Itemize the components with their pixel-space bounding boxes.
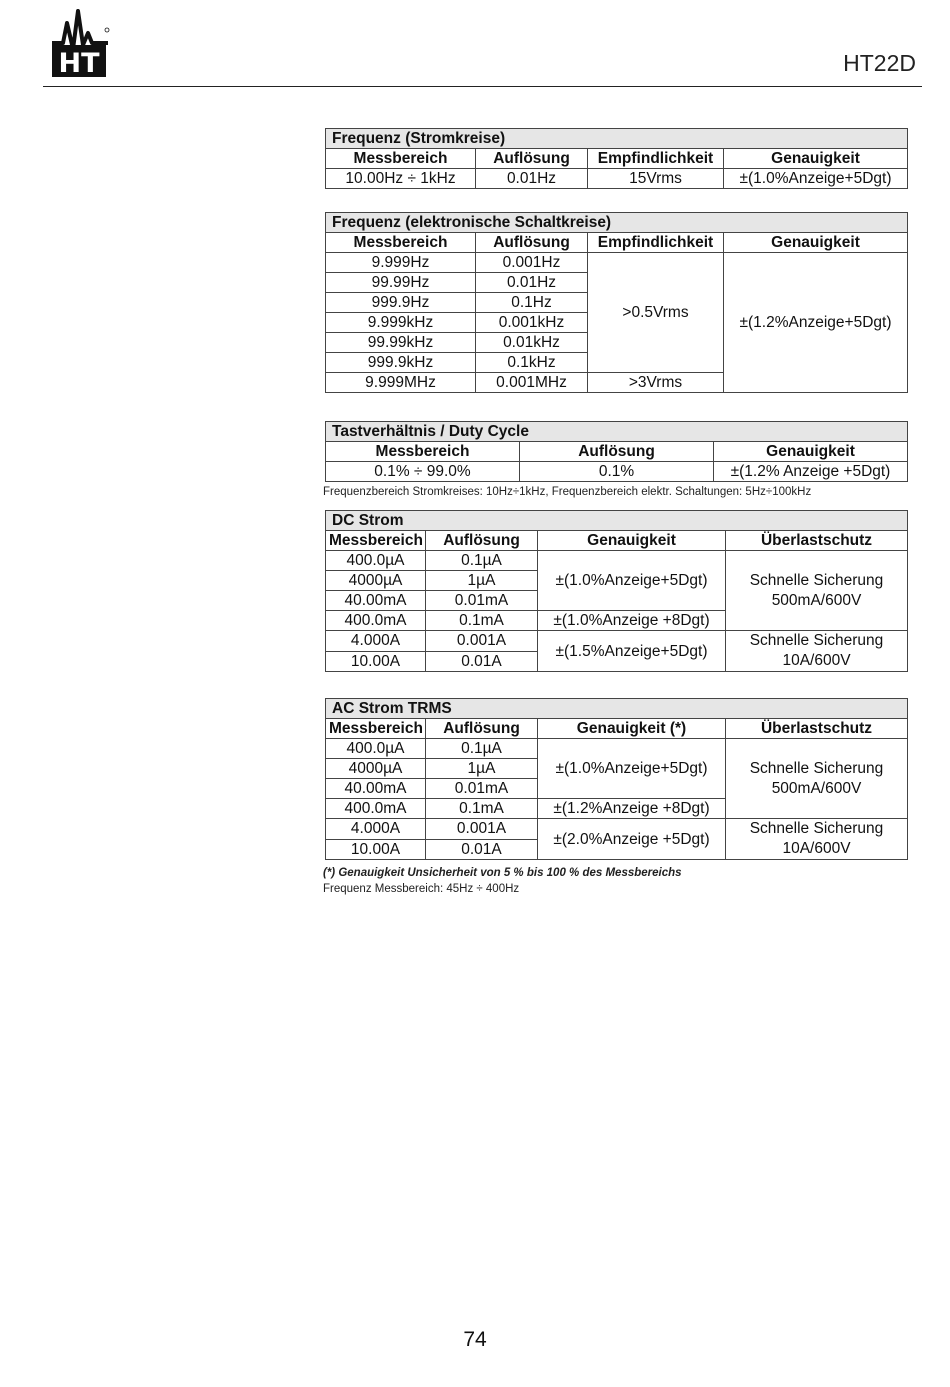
table-row: 999.9kHz 0.1kHz: [326, 353, 908, 373]
table-row: 4.000A 0.001A ±(1.5%Anzeige+5Dgt) Schnelle Sicherung 10A/600V: [326, 631, 908, 652]
sensitivity-cell: >3Vrms: [588, 373, 724, 393]
protection-cell: Schnelle Sicherung 500mA/600V: [726, 739, 908, 819]
accuracy-cell: ±(2.0%Anzeige +5Dgt): [538, 819, 726, 860]
table-row: 10.00A 0.01A: [326, 839, 908, 860]
table-title: AC Strom TRMS: [326, 699, 908, 719]
table-row: 10.00A 0.01A: [326, 651, 908, 672]
table-row: 99.99Hz 0.01Hz: [326, 273, 908, 293]
dc-current-table: [325, 510, 908, 672]
col-header: Auflösung: [520, 442, 714, 462]
col-header: Empfindlichkeit: [588, 233, 724, 253]
col-header: Auflösung: [426, 531, 538, 551]
duty-cycle-table: [325, 421, 908, 482]
sensitivity-cell: >0.5Vrms: [588, 253, 724, 373]
accuracy-cell: ±(1.0%Anzeige+5Dgt): [538, 551, 726, 611]
accuracy-cell: ±(1.0%Anzeige +8Dgt): [538, 611, 726, 631]
page-number: 74: [463, 1328, 487, 1351]
col-header: Überlastschutz: [726, 719, 908, 739]
col-header: Messbereich: [326, 531, 426, 551]
table-row: 400.0mA 0.1mA ±(1.0%Anzeige +8Dgt): [326, 611, 908, 631]
table-row: 9.999kHz 0.001kHz: [326, 313, 908, 333]
table-row: 99.99kHz 0.01kHz: [326, 333, 908, 353]
svg-text:HT: HT: [58, 48, 100, 79]
table-title: Frequenz (Stromkreise): [326, 129, 908, 149]
table-row: 10.00Hz ÷ 1kHz 0.01Hz 15Vrms ±(1.0%Anzeige+5Dgt): [326, 169, 908, 189]
table-title: DC Strom: [326, 511, 908, 531]
table-row: 4000µA 1µA: [326, 571, 908, 591]
col-header: Genauigkeit: [538, 531, 726, 551]
freq-circuits-table: [325, 128, 908, 189]
table-row: 9.999Hz 0.001Hz >0.5Vrms ±(1.2%Anzeige+5Dgt): [326, 253, 908, 273]
table-row: 0.1% ÷ 99.0% 0.1% ±(1.2% Anzeige +5Dgt): [326, 462, 908, 482]
table-row: 4000µA 1µA: [326, 759, 908, 779]
table-row: 400.0mA 0.1mA ±(1.2%Anzeige +8Dgt): [326, 799, 908, 819]
accuracy-cell: ±(1.5%Anzeige+5Dgt): [538, 631, 726, 672]
header-divider: [43, 86, 922, 87]
accuracy-cell: ±(1.2%Anzeige+5Dgt): [724, 253, 908, 393]
table-title: Frequenz (elektronische Schaltkreise): [326, 213, 908, 233]
col-header: Messbereich: [326, 233, 476, 253]
col-header: Empfindlichkeit: [588, 149, 724, 169]
col-header: Messbereich: [326, 442, 520, 462]
col-header: Messbereich: [326, 719, 426, 739]
ac-accuracy-note: (*) Genauigkeit Unsicherheit von 5 % bis 100 % des Messbereichs: [323, 867, 682, 879]
protection-cell: Schnelle Sicherung 10A/600V: [726, 819, 908, 860]
col-header: Auflösung: [426, 719, 538, 739]
ac-current-table: [325, 698, 908, 860]
col-header: Genauigkeit (*): [538, 719, 726, 739]
ac-frequency-note: Frequenz Messbereich: 45Hz ÷ 400Hz: [323, 883, 520, 895]
col-header: Auflösung: [476, 149, 588, 169]
table-row: 9.999MHz 0.001MHz >3Vrms: [326, 373, 908, 393]
table-row: 400.0µA 0.1µA ±(1.0%Anzeige+5Dgt) Schnelle Sicherung 500mA/600V: [326, 739, 908, 759]
col-header: Überlastschutz: [726, 531, 908, 551]
duty-cycle-note: Frequenzbereich Stromkreises: 10Hz÷1kHz, Frequenzbereich elektr. Schaltungen: 5Hz÷100kHz: [323, 486, 812, 498]
table-row: 40.00mA 0.01mA: [326, 591, 908, 611]
protection-cell: Schnelle Sicherung 10A/600V: [726, 631, 908, 672]
col-header: Messbereich: [326, 149, 476, 169]
ht-logo: [48, 9, 112, 79]
col-header: Genauigkeit: [724, 149, 908, 169]
table-row: 999.9Hz 0.1Hz: [326, 293, 908, 313]
col-header: Genauigkeit: [714, 442, 908, 462]
freq-electronic-table: [325, 212, 908, 393]
col-header: Auflösung: [476, 233, 588, 253]
model-name: HT22D: [843, 50, 916, 76]
protection-cell: Schnelle Sicherung 500mA/600V: [726, 551, 908, 631]
table-title: Tastverhältnis / Duty Cycle: [326, 422, 908, 442]
accuracy-cell: ±(1.2%Anzeige +8Dgt): [538, 799, 726, 819]
table-row: 400.0µA 0.1µA ±(1.0%Anzeige+5Dgt) Schnelle Sicherung 500mA/600V: [326, 551, 908, 571]
accuracy-cell: ±(1.0%Anzeige+5Dgt): [538, 739, 726, 799]
table-row: 4.000A 0.001A ±(2.0%Anzeige +5Dgt) Schnelle Sicherung 10A/600V: [326, 819, 908, 840]
table-row: 40.00mA 0.01mA: [326, 779, 908, 799]
col-header: Genauigkeit: [724, 233, 908, 253]
